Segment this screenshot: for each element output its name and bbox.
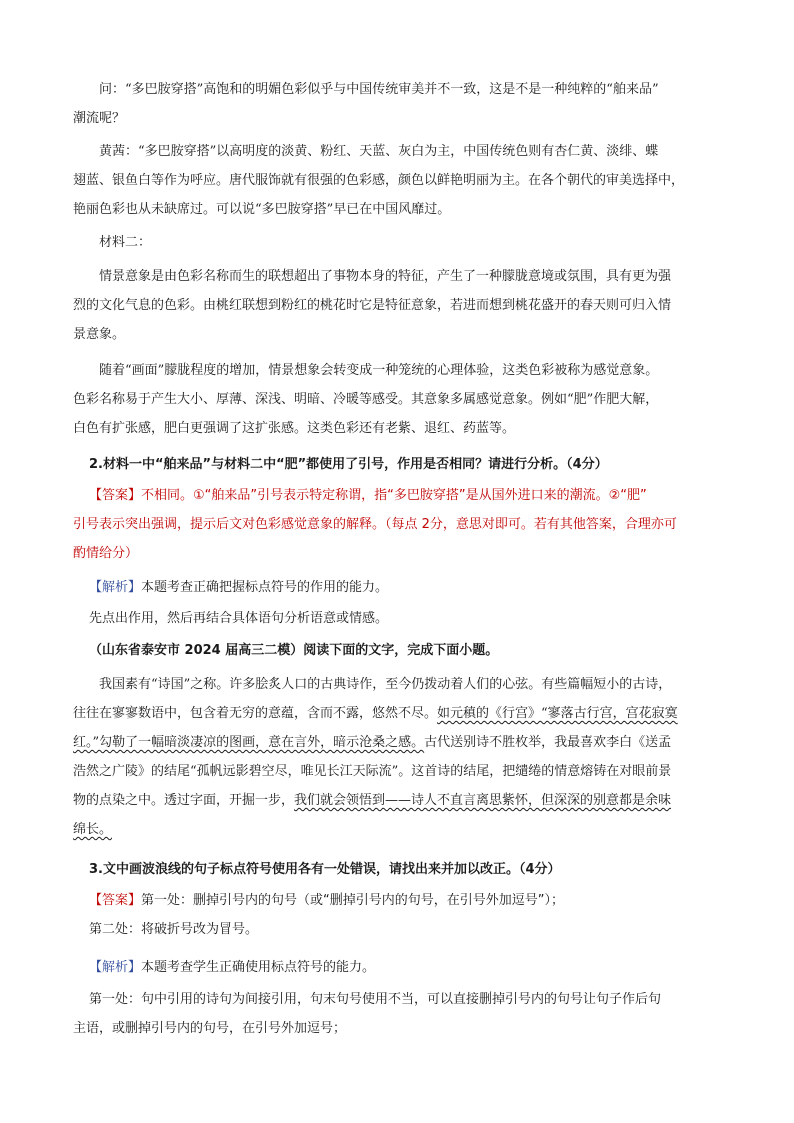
question-2: 2.材料一中“舶来品”与材料二中“肥”都使用了引号，作用是否相同？请进行分析。（4分） [89,457,608,472]
passage-source: （山东省泰安市 2024 届高三二模）阅读下面的文字，完成下面小题。 [89,643,499,658]
wavy-sentence-2: 我们就会领悟到——诗人不直言离思紫怀，但深深的别意都是余味 [294,793,672,808]
material-2-paragraph-1: 情景意象是由色彩名称而生的联想超出了事物本身的特征，产生了一种朦胧意境或氛围，具有更为强 烈的文化气息的色彩。由桃红联想到粉红的桃花时它是特征意象，若进而想到桃花盛开的春天则可归入情 景意象。 [73,269,672,342]
wavy-sentence-1-cont: 红。”勾勒了一幅暗淡凄凉的图画，意在言外，暗示沧桑之感。 [73,735,425,750]
question-2-answer: 【答案】不相同。①“舶来品”引号表示特定称谓，指“多巴胺穿搭”是从国外进口来的潮流。②“肥” 引号表示突出强调，提示后文对色彩感觉意象的解释。（每点 2分，意思对即可。若有其他答案，合理亦可 酌情给分） [73,488,677,561]
question-3-analysis-detail: 第一处：句中引用的诗句为间接引用，句末句号使用不当，可以直接删掉引号内的句号让句子作后句 主语，或删掉引号内的句号，在引号外加逗号； [73,992,662,1036]
wavy-sentence-1: 如元稹的《行宫》“寥落古行宫，宫花寂寞 [437,706,678,721]
material-2-title: 材料二： [99,235,152,250]
question-2-analysis-detail: 先点出作用，然后再结合具体语句分析语意或情感。 [89,611,389,626]
question-3-analysis: 【解析】本题考查学生正确使用标点符号的能力。 [89,960,376,975]
interview-question: 问：“多巴胺穿搭”高饱和的明媚色彩似乎与中国传统审美并不一致，这是不是一种纯粹的“舶来品” 潮流呢？ [73,82,659,126]
question-3: 3.文中画波浪线的句子标点符号使用各有一处错误，请找出来并加以改正。（4分） [89,862,561,877]
poetry-passage: 我国素有“诗国”之称。许多脍炙人口的古典诗作，至今仍拨动着人们的心弦。有些篇幅短小的古诗， 往往在寥寥数语中，包含着无穷的意蕴，含而不露，悠然不尽。如元稹的《行宫》“寥落古行宫，宫花寂寞 红。”勾勒了一幅暗淡凄凉的图画，意在言外，暗示沧桑之感。古代送别诗不胜枚举，我最喜欢李白《送孟 浩然之广陵》的结尾“孤帆远影碧空尽，唯见长江天际流”。这首诗的结尾，把缱绻的情意熔铸在对眼前景 物的点染之中。透过字面，开掘一步，我们就会领悟到——诗人不直言离思紫怀，但深深的别意都是余味 绵长。 [73,677,678,837]
interview-answer: 黄茜：“多巴胺穿搭”以高明度的淡黄、粉红、天蓝、灰白为主，中国传统色则有杏仁黄、淡绯、蝶 翅蓝、银鱼白等作为呼应。唐代服饰就有很强的色彩感，颜色以鲜艳明丽为主。在各个朝代的审美选择中， 艳丽色彩也从未缺席过。可以说“多巴胺穿搭”早已在中国风靡过。 [73,144,685,217]
question-3-answer: 【答案】第一处：删掉引号内的句号（或“删掉引号内的句号，在引号外加逗号”）； 第二处：将破折号改为冒号。 [89,893,564,937]
wavy-sentence-2-cont: 绵长。 [73,822,113,837]
material-2-paragraph-2: 随着“画面”朦胧程度的增加，情景想象会转变成一种笼统的心理体验，这类色彩被称为感觉意象。 色彩名称易于产生大小、厚薄、深浅、明暗、冷暖等感受。其意象多属感觉意象。例如“肥”作肥大解， 白色有扩张感，肥白更强调了这扩张感。这类色彩还有老紫、退红、药蓝等。 [73,363,659,436]
question-2-analysis: 【解析】本题考查正确把握标点符号的作用的能力。 [89,580,389,595]
